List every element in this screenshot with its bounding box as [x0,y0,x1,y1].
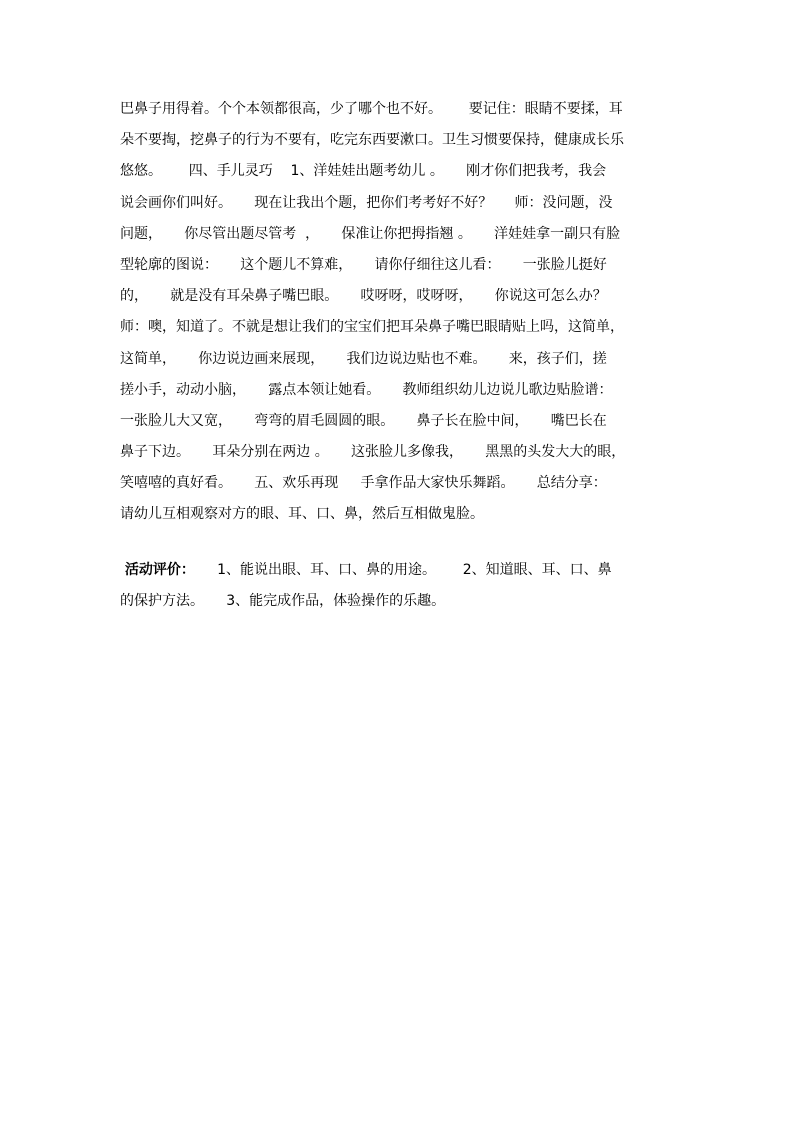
body-line: 一张脸儿大又宽， 弯弯的眉毛圆圆的眼。 鼻子长在脸中间， 嘴巴长在 [120,412,607,429]
body-line: 鼻子下边。 耳朵分别在两边 。 这张脸儿多像我， 黑黑的头发大大的眼， [120,444,626,461]
paragraph-gap [120,531,680,555]
body-line: 说会画你们叫好。 现在让我出个题，把你们考考好不好？ 师：没问题，没 [120,194,613,211]
body-line: 搓小手，动动小脑， 露点本领让她看。 教师组织幼儿边说儿歌边贴脸谱： [120,381,613,398]
evaluation-heading: 活动评价： [120,561,195,578]
body-line: 型轮廓的图说： 这个题儿不算难， 请你仔细往这儿看： 一张脸儿挺好 [120,256,607,273]
body-line: 悠悠。 四、手儿灵巧 1、洋娃娃出题考幼儿 。 刚才你们把我考，我会 [120,163,607,180]
document-body [120,94,680,617]
body-line: 笑嘻嘻的真好看。 五、欢乐再现 手拿作品大家快乐舞蹈。 总结分享： [120,475,607,492]
evaluation-text: 1、能说出眼、耳、口、鼻的用途。 2、知道眼、耳、口、鼻 [194,561,612,578]
evaluation-line-1 [120,555,680,586]
body-line: 请幼儿互相观察对方的眼、耳、口、鼻，然后互相做鬼脸。 [120,506,484,523]
body-line: 朵不要掏，挖鼻子的行为不要有，吃完东西要漱口。卫生习惯要保持，健康成长乐 [120,132,624,149]
body-line: 师：噢，知道了。不就是想让我们的宝宝们把耳朵鼻子嘴巴眼睛贴上吗，这简单， [120,319,624,336]
body-line: 问题， 你尽管出题尽管考 ， 保准让你把拇指翘 。 洋娃娃拿一副只有脸 [120,225,621,242]
body-line: 这简单， 你边说边画来展现， 我们边说边贴也不难。 来，孩子们，搓 [120,350,607,367]
body-line: 的， 就是没有耳朵鼻子嘴巴眼。 哎呀呀，哎呀呀， 你说这可怎么办？ [120,288,607,305]
body-line: 巴鼻子用得着。个个本领都很高，少了哪个也不好。 要记住：眼睛不要揉，耳 [120,101,623,117]
evaluation-line-2: 的保护方法。 3、能完成作品，体验操作的乐趣。 [120,592,446,609]
